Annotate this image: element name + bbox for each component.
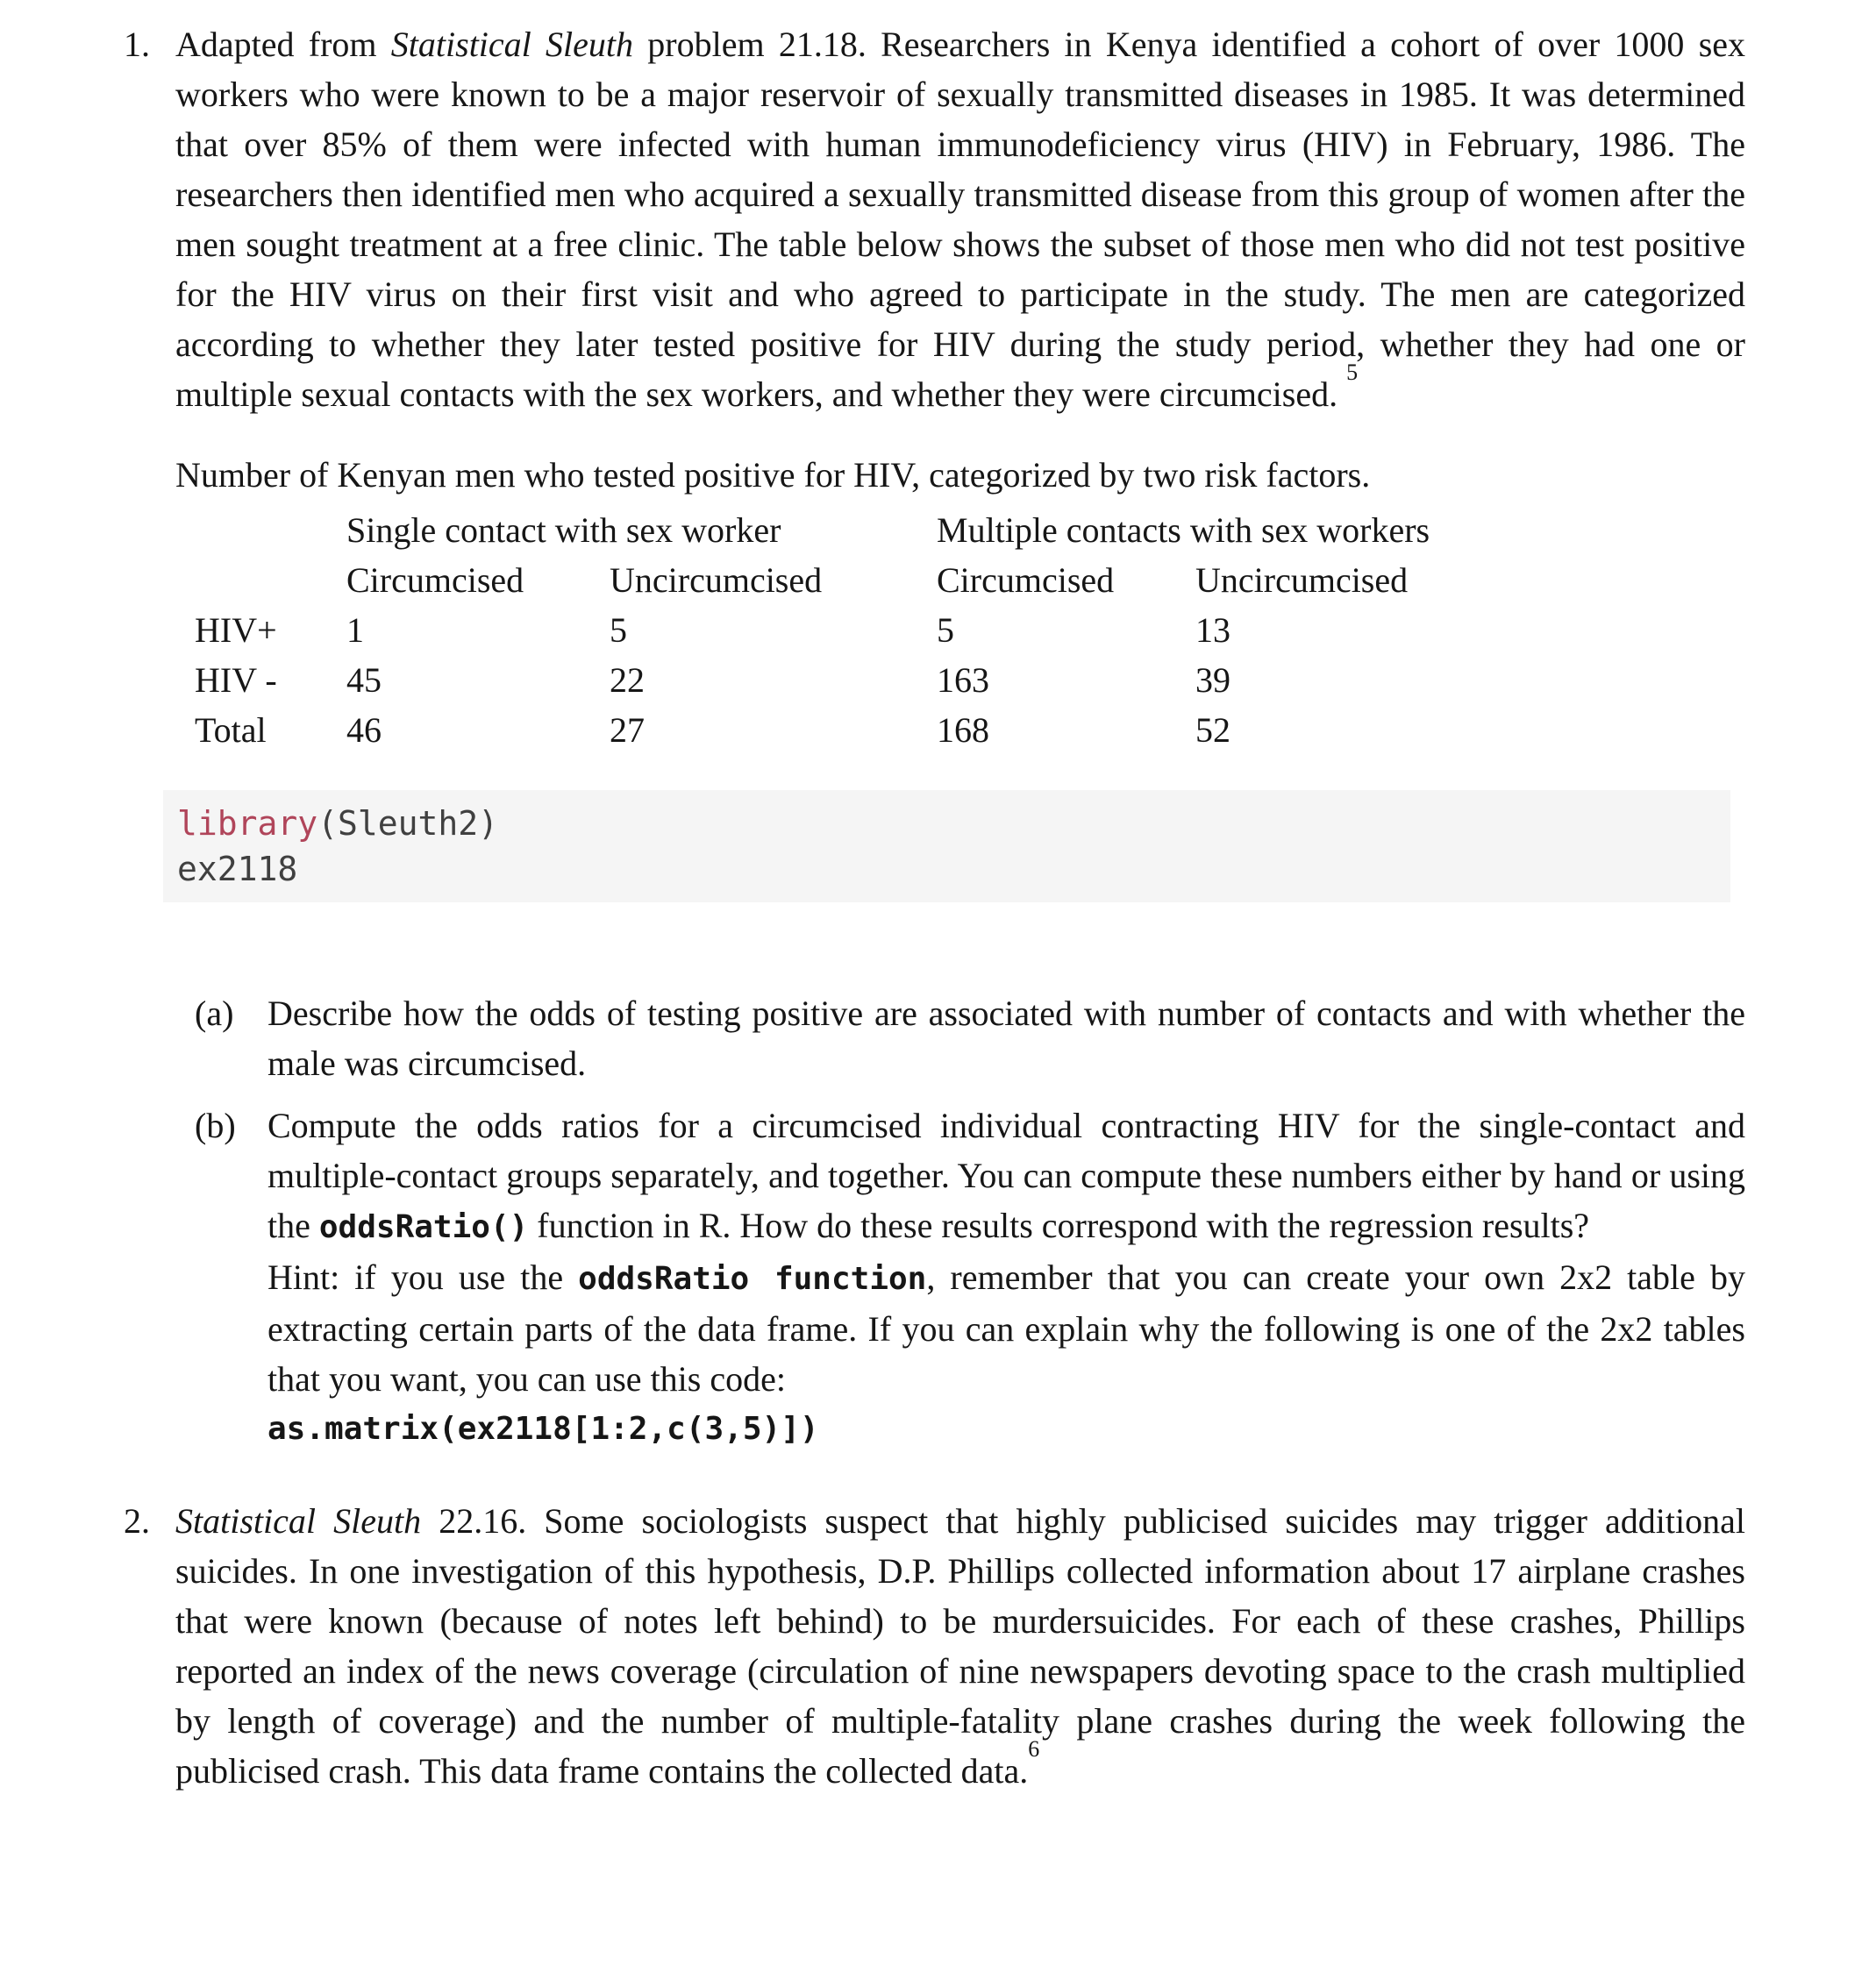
- part-b-text-1: Compute the odds ratios for a circumcised individual contracting HIV for the single-contact and multiple-contact groups separately, and together. You can compute these numbers either by hand or using the: [267, 1106, 1745, 1245]
- intro-lead-text: Adapted from: [175, 25, 391, 64]
- cell-value: 1: [346, 610, 364, 650]
- table-row-hiv-negative: [195, 655, 1459, 705]
- part-a-text: Describe how the odds of testing positive are associated with number of contacts and with whether the male was circumcised.: [267, 994, 1745, 1083]
- inline-code-asmatrix: as.matrix(ex2118[1:2,c(3,5)]): [267, 1411, 819, 1447]
- part-b-text: [267, 1100, 1745, 1252]
- cell-value: 163: [937, 660, 989, 700]
- cell-value: 45: [346, 660, 382, 700]
- subheader-uncircumcised-1: Uncircumcised: [610, 560, 823, 600]
- cell-value: 5: [610, 610, 627, 650]
- book-title-italic: Statistical Sleuth: [175, 1501, 422, 1541]
- table-row-hiv-positive: [195, 605, 1459, 655]
- problem-2-paragraph: [175, 1496, 1745, 1796]
- cell-value: 27: [610, 710, 645, 750]
- code-call-args: (Sleuth2): [317, 804, 499, 843]
- hiv-data-table: [195, 505, 1459, 755]
- table-group-header-row: [195, 505, 1459, 555]
- table-corner-cell: [195, 555, 346, 605]
- part-b-label: (b): [195, 1106, 236, 1145]
- subheader-uncircumcised-2: Uncircumcised: [1195, 560, 1409, 600]
- hint-text-2: , remember that you can create your own 2x2 table by extracting certain parts of the data frame. If you can explain why the following is one of the 2x2 tables that you want, you can use this code:: [267, 1257, 1745, 1399]
- problem-1: [0, 19, 1876, 1454]
- cell-value: 39: [1195, 660, 1230, 700]
- group-header-multiple-contacts: Multiple contacts with sex workers: [937, 510, 1430, 550]
- part-b-hint: [267, 1252, 1745, 1454]
- inline-code-oddsratio: oddsRatio(): [318, 1209, 529, 1245]
- r-code-block: [163, 790, 1730, 902]
- group-header-single-contact: Single contact with sex worker: [346, 510, 781, 550]
- problem-1-parts: [175, 988, 1745, 1454]
- part-b: [175, 1100, 1745, 1454]
- hint-text-1: Hint: if you use the: [267, 1257, 579, 1297]
- table-subheader-row: [195, 555, 1459, 605]
- cell-value: 46: [346, 710, 382, 750]
- cell-value: 5: [937, 610, 954, 650]
- row-label: HIV -: [195, 660, 277, 700]
- cell-value: 168: [937, 710, 989, 750]
- problem-1-number: 1.: [124, 25, 150, 64]
- subheader-circumcised-2: Circumcised: [937, 560, 1115, 600]
- problem-2-number: 2.: [124, 1501, 150, 1541]
- table-caption: Number of Kenyan men who tested positive for HIV, categorized by two risk factors.: [175, 455, 1371, 495]
- cell-value: 22: [610, 660, 645, 700]
- problem-2-body-text: 22.16. Some sociologists suspect that highly publicised suicides may trigger additional suicides. In one investigation of this hypothesis, D.P. Phillips collected information about 17 airplane crashes that were known (because of notes left behind) to be murdersuicides. For each of these crashes, Phillips reported an index of the news coverage (circulation of nine newspapers devoting space to the crash multiplied by length of coverage) and the number of multiple-fatality plane crashes during the week following the publicised crash. This data frame contains the collected data.: [175, 1501, 1745, 1791]
- book-title-italic: Statistical Sleuth: [390, 25, 634, 64]
- footnote-ref-5: 5: [1346, 359, 1359, 385]
- footnote-ref-6: 6: [1028, 1735, 1040, 1762]
- inline-code-oddsratio-function: oddsRatio function: [578, 1261, 927, 1297]
- cell-value: 52: [1195, 710, 1230, 750]
- table-row-total: [195, 705, 1459, 755]
- table-corner-cell: [195, 505, 346, 555]
- part-a-label: (a): [195, 994, 234, 1033]
- part-a: [175, 988, 1745, 1088]
- cell-value: 13: [1195, 610, 1230, 650]
- code-line-ex2118: ex2118: [177, 850, 298, 888]
- code-line-library: [177, 801, 1716, 846]
- intro-body-text: problem 21.18. Researchers in Kenya identified a cohort of over 1000 sex workers who were known to be a major reservoir of sexually transmitted diseases in 1985. It was determined that over 85% of them were infected with human immunodeficiency virus (HIV) in February, 1986. The researchers then identified men who acquired a sexually transmitted disease from this group of women after the men sought treatment at a free clinic. The table below shows the subset of those men who did not test positive for the HIV virus on their first visit and who agreed to participate in the study. The men are categorized according to whether they later tested positive for HIV during the study period, whether they had one or multiple sexual contacts with the sex workers, and whether they were circumcised.: [175, 25, 1746, 414]
- problem-1-intro-paragraph: [175, 19, 1745, 419]
- problem-2: [0, 1496, 1876, 1796]
- code-keyword-library: library: [177, 804, 318, 843]
- subheader-circumcised-1: Circumcised: [346, 560, 524, 600]
- part-b-text-2: function in R. How do these results correspond with the regression results?: [528, 1206, 1590, 1245]
- row-label: Total: [195, 710, 267, 750]
- row-label: HIV+: [195, 610, 277, 650]
